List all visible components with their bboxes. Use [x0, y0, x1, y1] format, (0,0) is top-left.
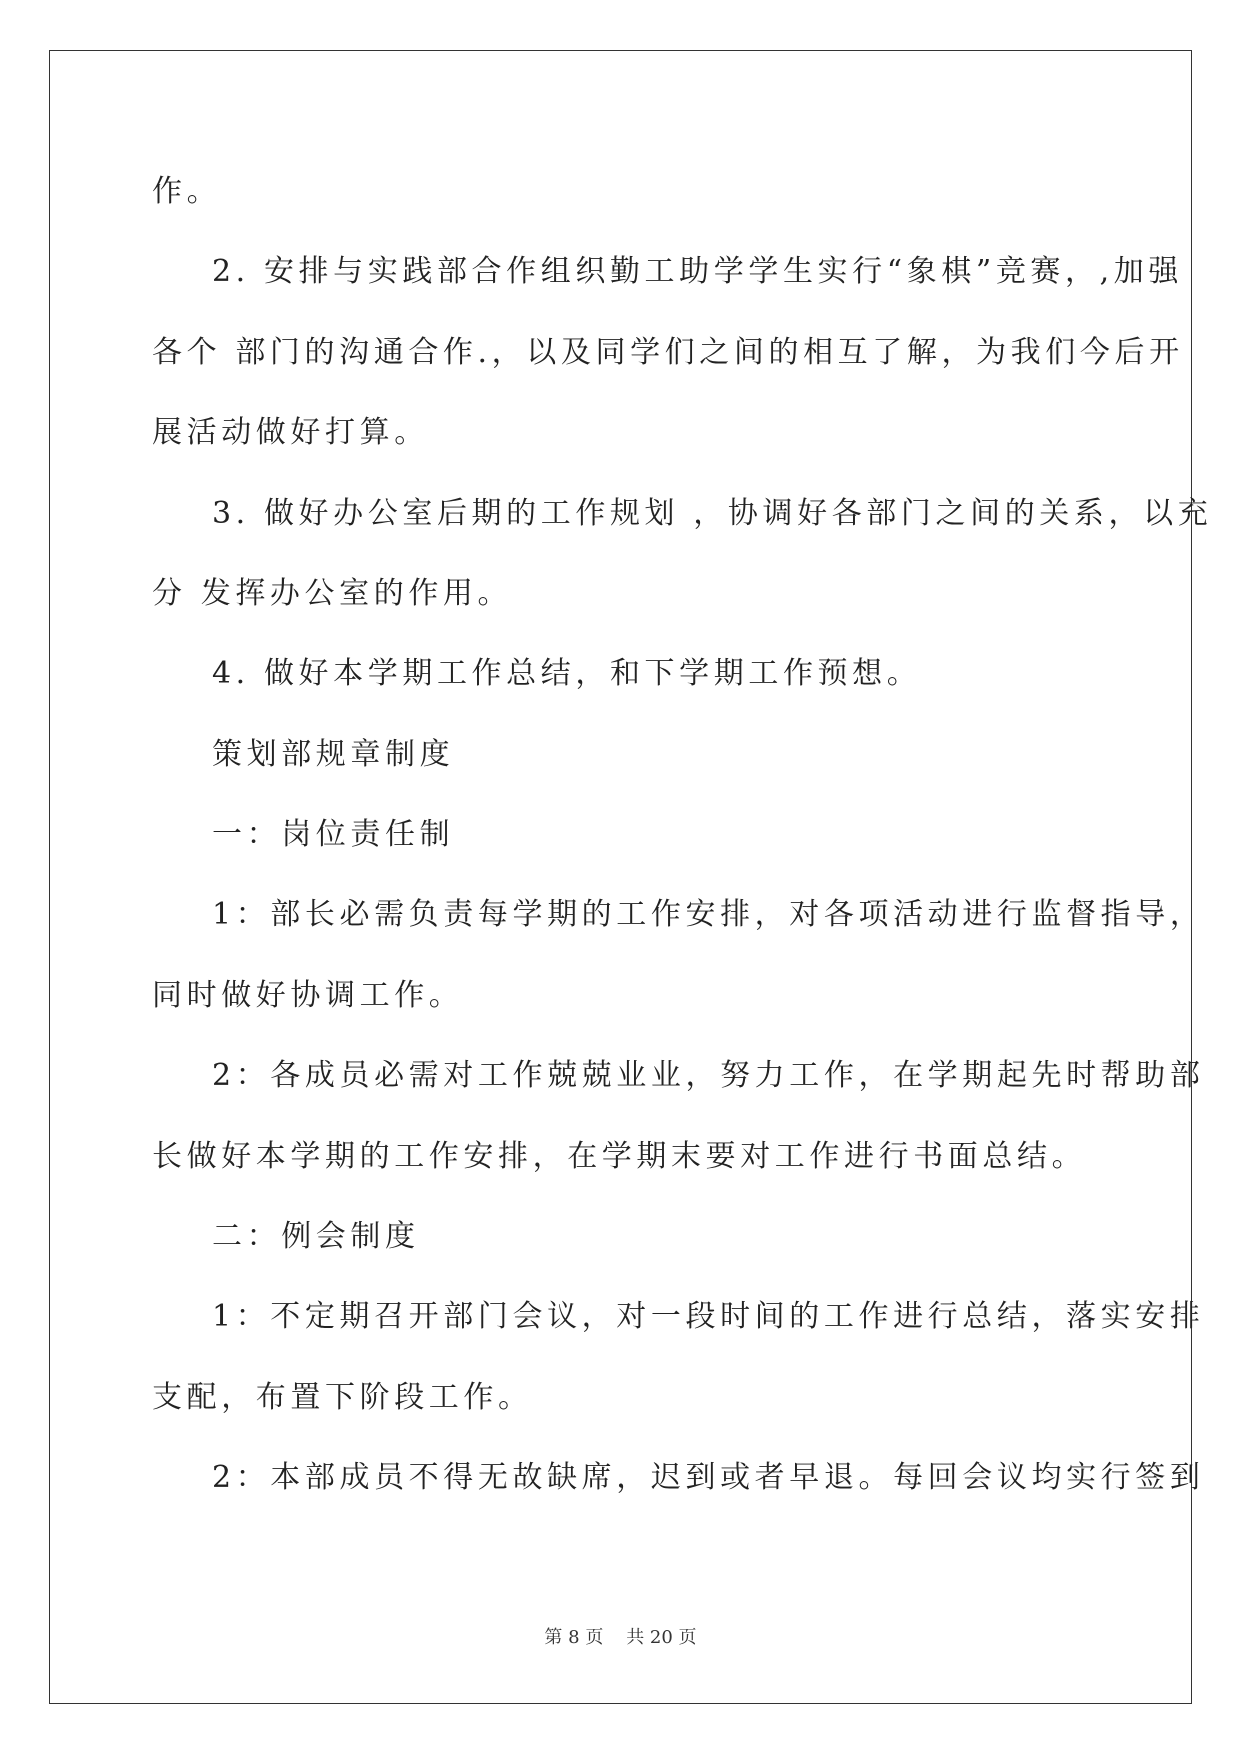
body-line: 分 发挥办公室的作用。 — [152, 576, 513, 611]
subsection-heading: 一：岗位责任制 — [212, 817, 455, 852]
body-line: 2：本部成员不得无故缺席，迟到或者早退。每回会议均实行签到 — [212, 1460, 1205, 1495]
body-line: 作。 — [152, 174, 222, 209]
body-line: 同时做好协调工作。 — [152, 978, 464, 1013]
page-frame — [49, 50, 1192, 1704]
section-heading: 策划部规章制度 — [212, 737, 455, 772]
page-number-footer: 第 8 页 共 20 页 — [544, 1627, 697, 1648]
body-line: 展活动做好打算。 — [152, 415, 429, 450]
body-line: 4. 做好本学期工作总结，和下学期工作预想。 — [212, 656, 922, 691]
body-line: 2. 安排与实践部合作组织勤工助学学生实行“象棋”竞赛，,加强 — [212, 254, 1183, 289]
subsection-heading: 二：例会制度 — [212, 1219, 420, 1254]
body-line: 3. 做好办公室后期的工作规划 ，协调好各部门之间的关系，以充 — [212, 496, 1213, 531]
body-line: 各个 部门的沟通合作.，以及同学们之间的相互了解，为我们今后开 — [152, 335, 1184, 370]
body-line: 支配，布置下阶段工作。 — [152, 1380, 533, 1415]
body-line: 长做好本学期的工作安排，在学期末要对工作进行书面总结。 — [152, 1139, 1087, 1174]
body-line: 1：部长必需负责每学期的工作安排，对各项活动进行监督指导， — [212, 897, 1205, 932]
body-line: 1：不定期召开部门会议，对一段时间的工作进行总结，落实安排 — [212, 1299, 1205, 1334]
body-line: 2：各成员必需对工作兢兢业业，努力工作，在学期起先时帮助部 — [212, 1058, 1205, 1093]
